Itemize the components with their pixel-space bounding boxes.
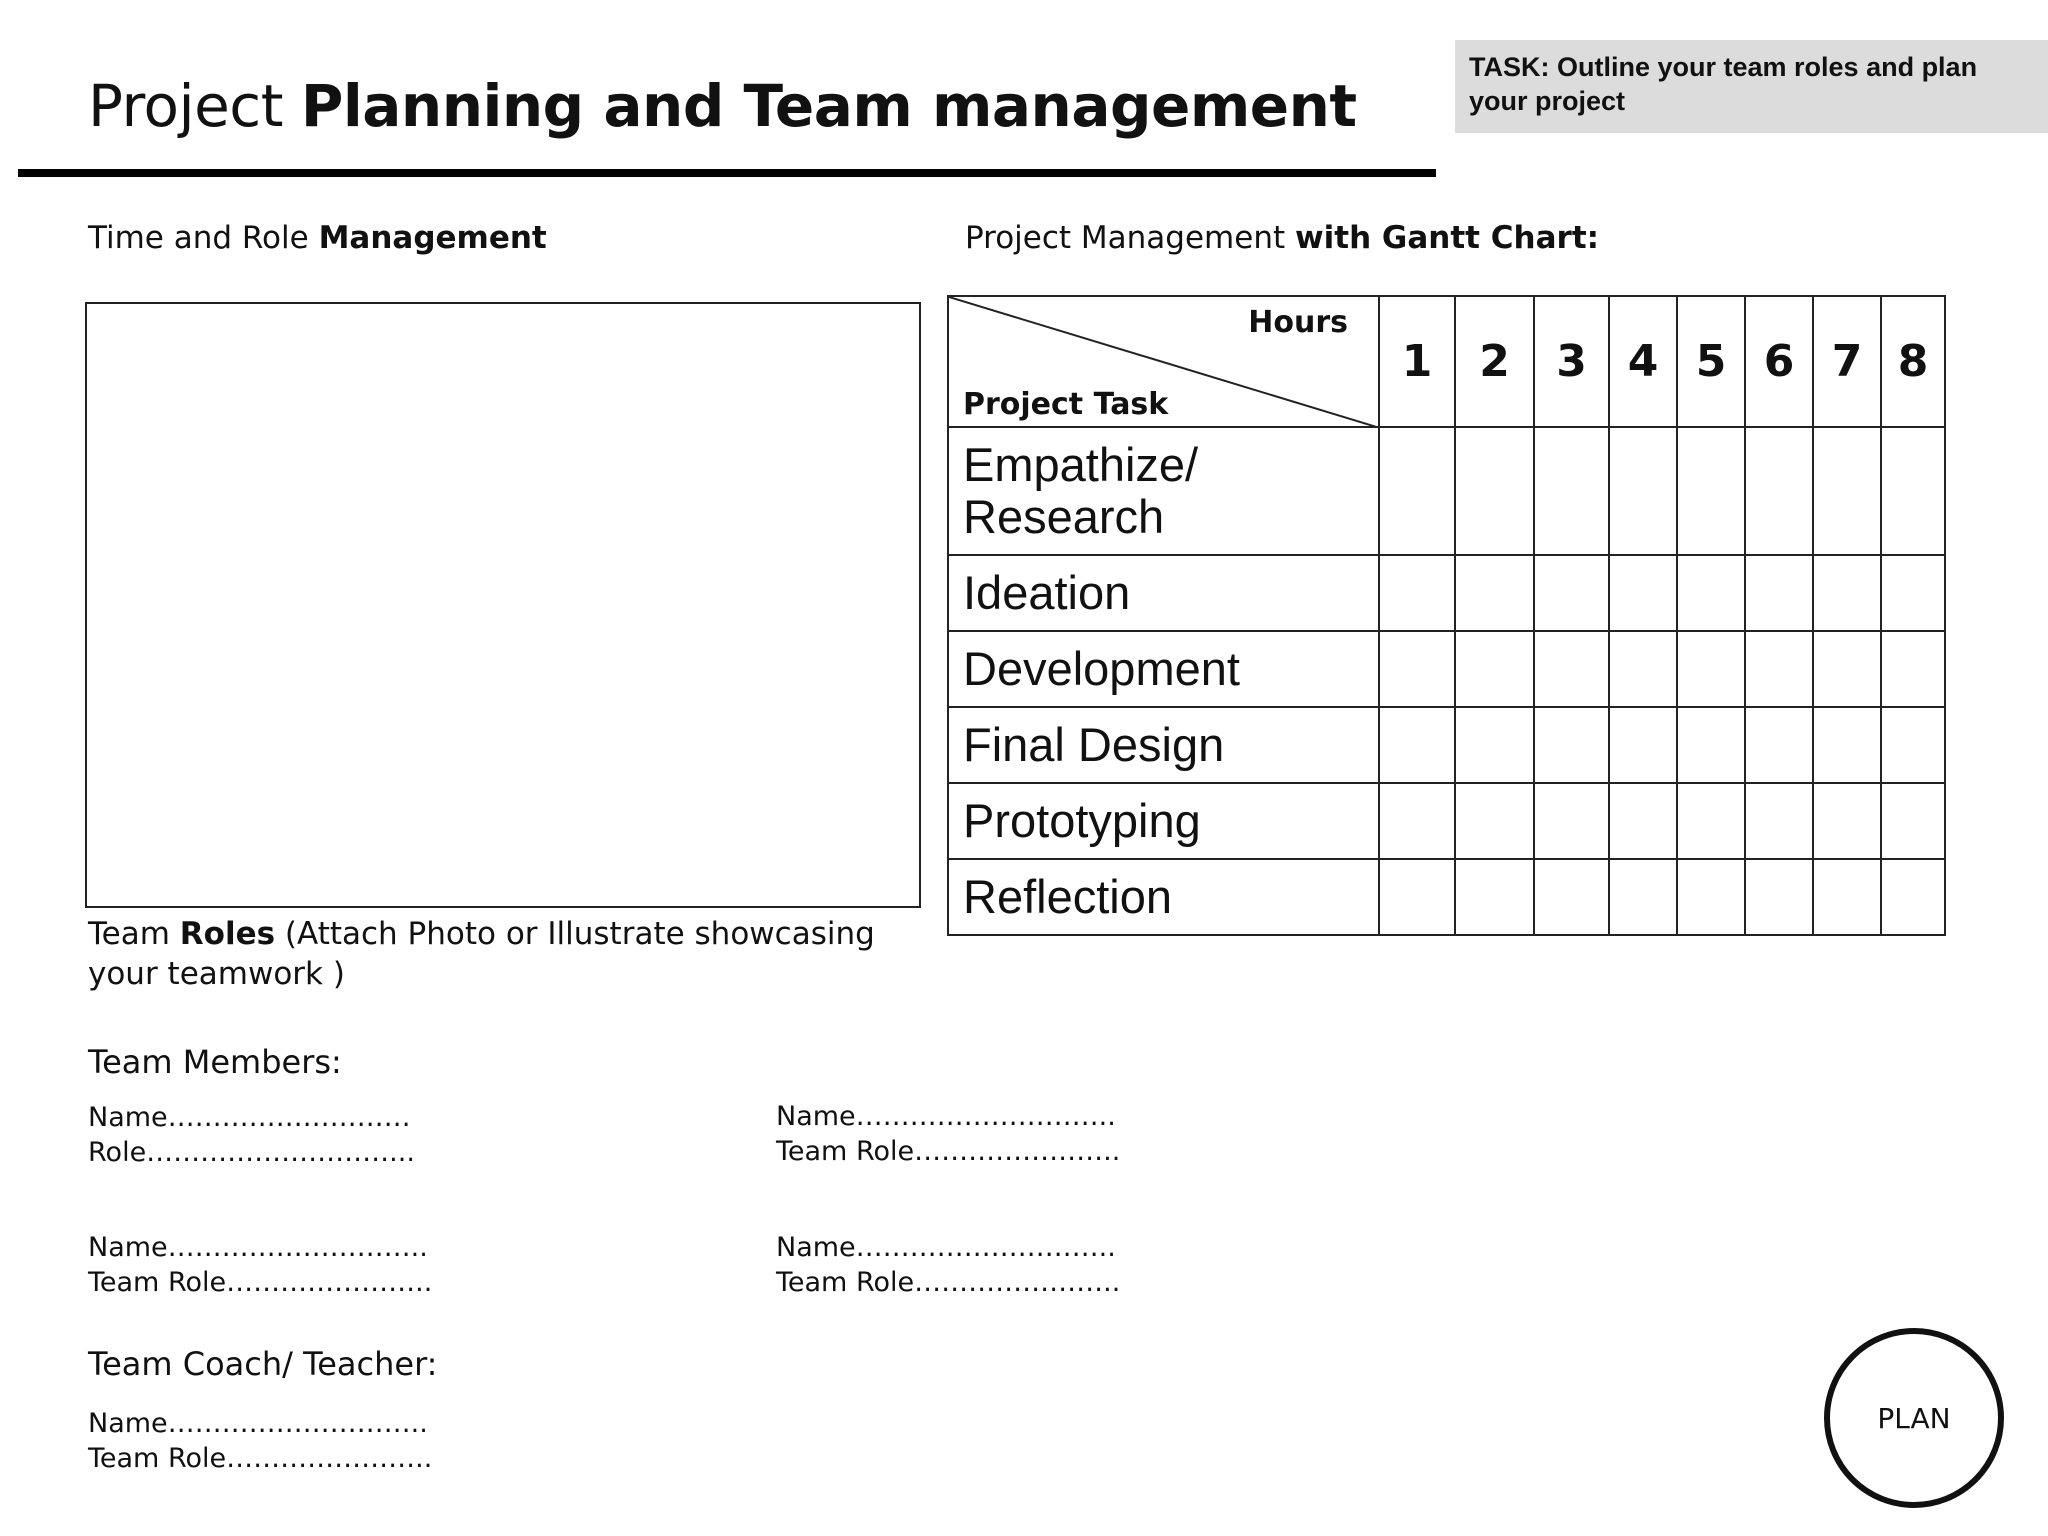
- hour-header: 3: [1534, 296, 1609, 427]
- gantt-cell[interactable]: [1534, 555, 1609, 631]
- gantt-cell[interactable]: [1455, 631, 1534, 707]
- member-name-field[interactable]: Name………………………..: [88, 1232, 428, 1263]
- team-roles-caption: [88, 914, 948, 994]
- gantt-cell[interactable]: [1379, 555, 1455, 631]
- member-entry-4[interactable]: [776, 1230, 1120, 1300]
- hour-header: 2: [1455, 296, 1534, 427]
- gantt-row-development: [948, 631, 1945, 707]
- gantt-cell[interactable]: [1677, 631, 1745, 707]
- caption-bold: Roles: [179, 916, 276, 952]
- gantt-cell[interactable]: [1455, 859, 1534, 935]
- gantt-cell[interactable]: [1881, 707, 1945, 783]
- gantt-chart: [947, 295, 1946, 936]
- gantt-row-reflection: [948, 859, 1945, 935]
- member-role-field[interactable]: Team Role…………………..: [88, 1267, 433, 1298]
- gantt-cell[interactable]: [1609, 707, 1677, 783]
- team-members-heading: Team Members:: [88, 1043, 342, 1081]
- gantt-cell[interactable]: [1881, 427, 1945, 555]
- caption-pre: Team: [88, 916, 180, 952]
- hour-header: 1: [1379, 296, 1455, 427]
- gantt-cell[interactable]: [1379, 427, 1455, 555]
- team-coach-heading: Team Coach/ Teacher:: [88, 1345, 438, 1383]
- hour-header: 6: [1745, 296, 1813, 427]
- gantt-cell[interactable]: [1745, 783, 1813, 859]
- gantt-cell[interactable]: [1379, 707, 1455, 783]
- gantt-cell[interactable]: [1677, 859, 1745, 935]
- gantt-corner-cell: [948, 296, 1379, 427]
- member-entry-1[interactable]: [88, 1100, 415, 1170]
- member-entry-3[interactable]: [88, 1230, 432, 1300]
- gantt-cell[interactable]: [1745, 631, 1813, 707]
- gantt-cell[interactable]: [1745, 859, 1813, 935]
- time-role-heading-light: Time and Role: [88, 220, 319, 256]
- member-role-field[interactable]: Role………………………...: [88, 1137, 415, 1168]
- member-name-field[interactable]: Name………………………..: [776, 1101, 1116, 1132]
- time-role-heading: [88, 220, 547, 256]
- gantt-cell[interactable]: [1677, 783, 1745, 859]
- hour-header: 8: [1881, 296, 1945, 427]
- gantt-cell[interactable]: [1677, 427, 1745, 555]
- gantt-row-final-design: [948, 707, 1945, 783]
- gantt-cell[interactable]: [1813, 859, 1881, 935]
- task-box: TASK: Outline your team roles and plan your project: [1455, 40, 2048, 133]
- title-divider: [18, 169, 1436, 177]
- gantt-cell[interactable]: [1534, 783, 1609, 859]
- hour-header: 7: [1813, 296, 1881, 427]
- gantt-cell[interactable]: [1881, 859, 1945, 935]
- task-label: Prototyping: [948, 783, 1379, 859]
- member-name-field[interactable]: Name………………………: [88, 1102, 411, 1133]
- time-role-heading-bold: Management: [318, 220, 547, 256]
- gantt-cell[interactable]: [1379, 783, 1455, 859]
- gantt-cell[interactable]: [1609, 859, 1677, 935]
- gantt-cell[interactable]: [1813, 783, 1881, 859]
- gantt-cell[interactable]: [1745, 427, 1813, 555]
- task-label: Reflection: [948, 859, 1379, 935]
- plan-badge: PLAN: [1824, 1328, 2004, 1508]
- gantt-cell[interactable]: [1609, 631, 1677, 707]
- page-title: [88, 72, 1357, 140]
- gantt-heading-bold: with Gantt Chart:: [1294, 220, 1600, 256]
- gantt-cell[interactable]: [1455, 555, 1534, 631]
- coach-name-field[interactable]: Name………………………..: [88, 1408, 428, 1439]
- hour-header: 5: [1677, 296, 1745, 427]
- coach-entry[interactable]: [88, 1406, 432, 1476]
- gantt-cell[interactable]: [1534, 859, 1609, 935]
- gantt-cell[interactable]: [1534, 427, 1609, 555]
- gantt-heading: [965, 220, 1599, 256]
- gantt-cell[interactable]: [1677, 555, 1745, 631]
- gantt-cell[interactable]: [1534, 631, 1609, 707]
- corner-task-label: Project Task: [963, 387, 1169, 422]
- gantt-cell[interactable]: [1881, 555, 1945, 631]
- photo-attachment-box[interactable]: [85, 302, 921, 908]
- gantt-cell[interactable]: [1609, 555, 1677, 631]
- gantt-row-prototyping: [948, 783, 1945, 859]
- gantt-cell[interactable]: [1677, 707, 1745, 783]
- gantt-cell[interactable]: [1813, 555, 1881, 631]
- member-role-field[interactable]: Team Role…………………..: [776, 1136, 1121, 1167]
- member-name-field[interactable]: Name………………………..: [776, 1232, 1116, 1263]
- title-light: Project: [88, 72, 301, 140]
- gantt-cell[interactable]: [1813, 707, 1881, 783]
- gantt-cell[interactable]: [1813, 631, 1881, 707]
- gantt-header-row: [948, 296, 1945, 427]
- task-label: Final Design: [948, 707, 1379, 783]
- gantt-cell[interactable]: [1609, 427, 1677, 555]
- gantt-cell[interactable]: [1455, 783, 1534, 859]
- coach-role-field[interactable]: Team Role…………………..: [88, 1443, 433, 1474]
- gantt-cell[interactable]: [1745, 707, 1813, 783]
- task-label: Ideation: [948, 555, 1379, 631]
- gantt-cell[interactable]: [1745, 555, 1813, 631]
- gantt-cell[interactable]: [1813, 427, 1881, 555]
- gantt-cell[interactable]: [1881, 631, 1945, 707]
- gantt-row-empathize: [948, 427, 1945, 555]
- task-label: Development: [948, 631, 1379, 707]
- gantt-cell[interactable]: [1455, 707, 1534, 783]
- gantt-cell[interactable]: [1379, 859, 1455, 935]
- corner-hours-label: Hours: [1248, 305, 1348, 340]
- gantt-cell[interactable]: [1534, 707, 1609, 783]
- gantt-cell[interactable]: [1379, 631, 1455, 707]
- member-entry-2[interactable]: [776, 1099, 1120, 1169]
- gantt-cell[interactable]: [1609, 783, 1677, 859]
- gantt-row-ideation: [948, 555, 1945, 631]
- gantt-cell[interactable]: [1455, 427, 1534, 555]
- member-role-field[interactable]: Team Role…………………..: [776, 1267, 1121, 1298]
- task-label: Empathize/ Research: [948, 427, 1379, 555]
- gantt-heading-light: Project Management: [965, 220, 1295, 256]
- title-bold: Planning and Team management: [300, 72, 1357, 140]
- caption-post: (Attach Photo or Illustrate showcasing your teamwork ): [88, 916, 875, 992]
- gantt-cell[interactable]: [1881, 783, 1945, 859]
- hour-header: 4: [1609, 296, 1677, 427]
